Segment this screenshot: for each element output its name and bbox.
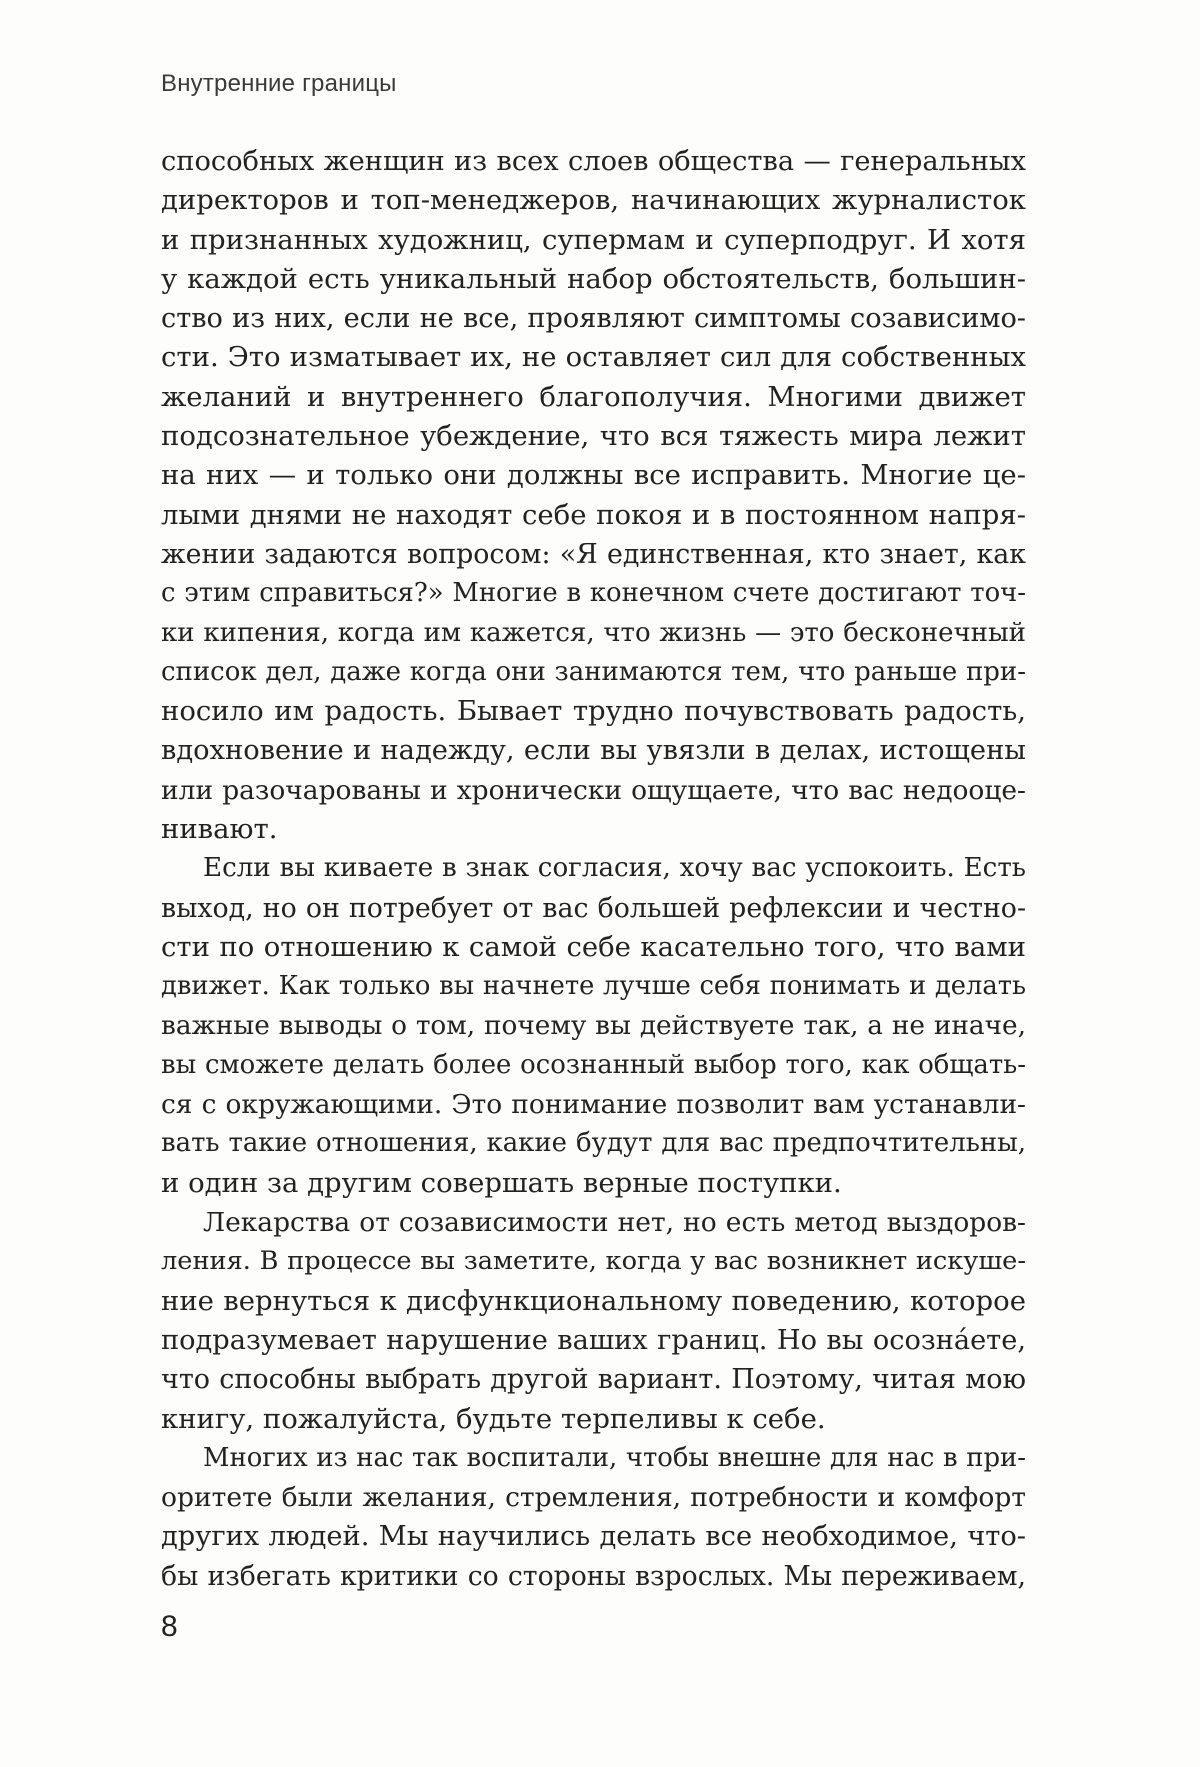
text-line: и признанных художниц, супермам и суперподруг. И хотя	[161, 223, 1026, 256]
text-line: ство из них, если не все, проявляют симптомы созависимо-	[161, 303, 1026, 335]
paragraph	[161, 1203, 1026, 1439]
text-line: лыми днями не находят себе покоя и в постоянном напря-	[161, 498, 1026, 531]
text-line: способных женщин из всех слоев общества — генеральных	[161, 146, 1026, 177]
text-line: книгу, пожалуйста, будьте терпеливы к себе.	[161, 1402, 826, 1435]
text-line: что способны выбрать другой вариант. Поэтому, читая мою	[161, 1364, 1026, 1396]
text-line: с этим справиться?» Многие в конечном счете достигают точ-	[161, 578, 1026, 609]
text-line: нивают.	[161, 813, 278, 846]
body-text	[161, 142, 1026, 1596]
text-line: Лекарства от созависимости нет, но есть метод выздоров-	[203, 1207, 1026, 1239]
paragraph	[161, 1439, 1026, 1596]
text-line: оритете были желания, стремления, потребности и комфорт	[161, 1482, 1026, 1514]
text-line: важные выводы о том, почему вы действуете так, а не иначе,	[161, 1010, 1026, 1041]
text-line: ся с окружающими. Это понимание позволит вам устанавли-	[161, 1089, 1026, 1121]
paragraph	[161, 849, 1026, 1203]
text-line: желаний и внутреннего благополучия. Многими движет	[161, 380, 1026, 413]
text-line: выход, но он потребует от вас большей рефлексии и честно-	[161, 892, 1026, 924]
text-line: и один за другим совершать верные поступки.	[161, 1166, 842, 1199]
text-line: вдохновение и надежду, если вы увязли в делах, истощены	[161, 735, 1026, 767]
running-header: Внутренние границы	[161, 70, 397, 97]
text-line: вы сможете делать более осознанный выбор того, как общать-	[161, 1049, 1026, 1080]
text-line: носило им радость. Бывает трудно почувствовать радость,	[161, 695, 1026, 728]
text-line: других людей. Мы научились делать все необходимое, что-	[161, 1521, 1026, 1553]
paragraph	[161, 142, 1026, 849]
text-line: список дел, даже когда они занимаются тем, что раньше при-	[161, 656, 1026, 687]
page-number: 8	[161, 1610, 178, 1643]
text-line: движет. Как только вы начнете лучше себя понимать и делать	[161, 971, 1026, 1002]
text-line: или разочарованы и хронически ощущаете, что вас недооце-	[161, 774, 1026, 806]
text-line: у каждой есть уникальный набор обстоятельств, большин-	[161, 262, 1026, 295]
text-line: подсознательное убеждение, что вся тяжесть мира лежит	[161, 420, 1026, 453]
text-line: вать такие отношения, какие будут для вас предпочтительны,	[161, 1128, 1026, 1159]
text-line: сти по отношению к самой себе касательно того, что вами	[161, 930, 1026, 963]
text-line: бы избегать критики со стороны взрослых. Мы переживаем,	[161, 1560, 1026, 1592]
text-line: Если вы киваете в знак согласия, хочу вас успокоить. Есть	[203, 853, 1026, 884]
text-line: на них — и только они должны все исправить. Многие це-	[161, 459, 1026, 492]
text-line: подразумевает нарушение ваших границ. Но вы осознáете,	[161, 1324, 1026, 1356]
text-line: ние вернуться к дисфункциональному поведению, которое	[161, 1284, 1026, 1317]
text-line: директоров и топ-менеджеров, начинающих журналисток	[161, 184, 1026, 217]
text-line: сти. Это изматывает их, не оставляет сил для собственных	[161, 341, 1026, 374]
text-line: Многих из нас так воспитали, чтобы внешне для нас в при-	[203, 1442, 1026, 1473]
text-line: ки кипения, когда им кажется, что жизнь — это бесконечный	[161, 617, 1026, 648]
text-line: ления. В процессе вы заметите, когда у вас возникнет искуше-	[161, 1246, 1026, 1277]
text-line: жении задаются вопросом: «Я единственная, кто знает, как	[161, 538, 1026, 570]
